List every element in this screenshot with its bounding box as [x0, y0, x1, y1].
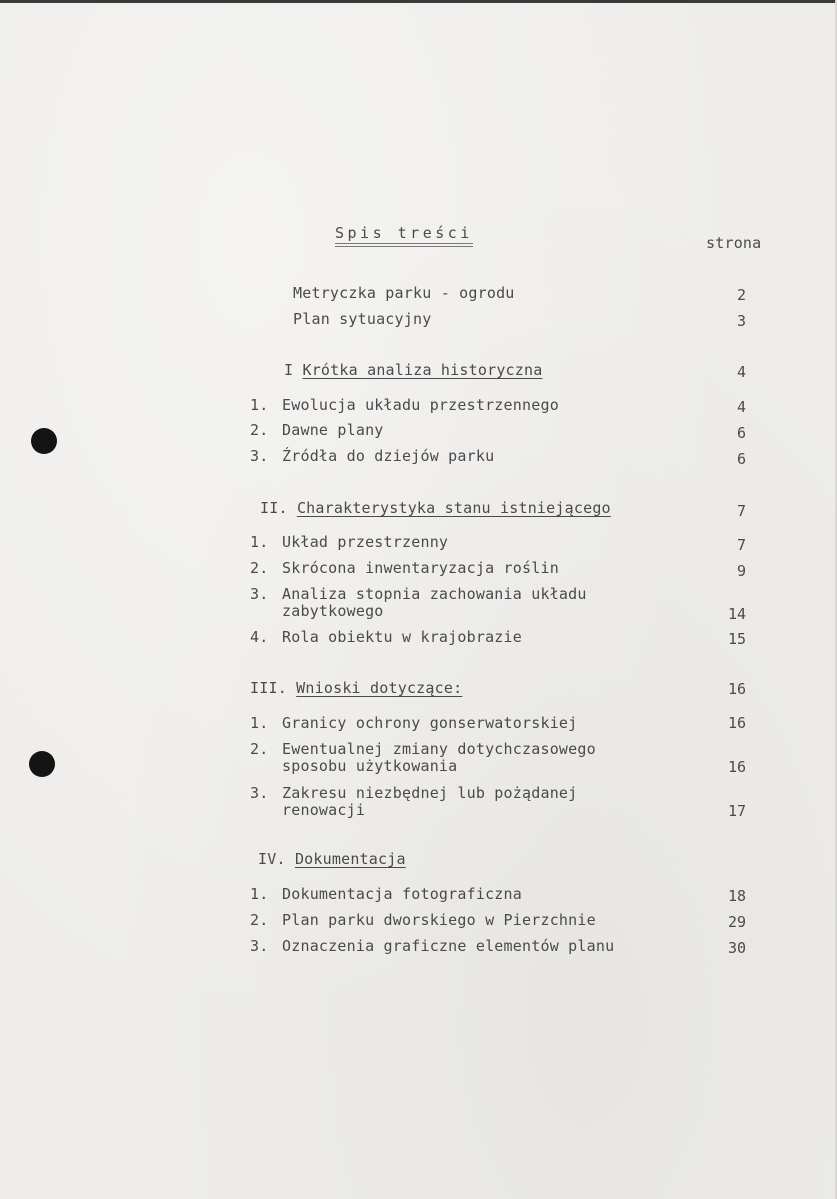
toc-item-number: 3. [250, 585, 269, 603]
toc-item-page: 4 [736, 398, 746, 416]
toc-entry-page: 3 [736, 312, 746, 330]
toc-item-text: Oznaczenia graficzne elementów planu [282, 937, 615, 955]
toc-item-text: Układ przestrzenny [282, 533, 449, 551]
section-title: Charakterystyka stanu istniejącego [296, 499, 611, 517]
toc-item-number: 3. [250, 447, 269, 465]
toc-item-text: Ewentualnej zmiany dotychczasowego [282, 740, 596, 758]
toc-entry-page: 2 [736, 286, 746, 304]
toc-item-page: 7 [736, 536, 746, 554]
section-title: Krótka analiza historyczna [302, 361, 543, 379]
toc-item-page: 15 [727, 630, 746, 648]
toc-item-page: 18 [727, 887, 746, 905]
toc-item-text: Dawne plany [282, 421, 384, 439]
toc-item-page: 16 [727, 714, 746, 732]
toc-item-number: 2. [250, 740, 269, 758]
section-numeral: I [284, 361, 294, 379]
section-heading [284, 361, 542, 379]
toc-item-text: Rola obiektu w krajobrazie [282, 628, 522, 646]
toc-item-text: Ewolucja układu przestrzennego [282, 396, 559, 414]
toc-item-page: 30 [727, 939, 746, 957]
section-page: 7 [736, 502, 746, 520]
toc-entry-text: Metryczka parku - ogrodu [293, 284, 515, 302]
section-numeral: IV. [258, 850, 286, 868]
page-column-header: strona [706, 234, 762, 252]
section-heading [258, 850, 406, 868]
section-title: Wnioski dotyczące: [296, 679, 463, 697]
toc-item-number: 2. [250, 421, 269, 439]
toc-entry-text: Plan sytuacyjny [293, 310, 432, 328]
toc-item-text-continued: sposobu użytkowania [282, 757, 458, 775]
toc-item-page: 29 [727, 913, 746, 931]
top-edge [0, 0, 837, 3]
toc-item-page: 16 [727, 758, 746, 776]
toc-item-page: 9 [736, 562, 746, 580]
section-title: Dokumentacja [294, 850, 406, 868]
toc-item-number: 3. [250, 937, 269, 955]
section-page: 4 [736, 363, 746, 381]
toc-item-number: 2. [250, 911, 269, 929]
toc-item-number: 1. [250, 714, 269, 732]
toc-item-text-continued: zabytkowego [282, 602, 384, 620]
toc-item-text: Skrócona inwentaryzacja roślin [282, 559, 559, 577]
section-heading [260, 499, 611, 517]
toc-item-page: 6 [736, 450, 746, 468]
section-numeral: III. [250, 679, 287, 697]
toc-item-number: 4. [250, 628, 269, 646]
toc-item-text: Źródła do dziejów parku [282, 447, 495, 465]
toc-title: Spis treści [335, 224, 473, 247]
section-heading [250, 679, 462, 697]
toc-item-text: Granicy ochrony gonserwatorskiej [282, 714, 578, 732]
toc-item-text: Analiza stopnia zachowania układu [282, 585, 587, 603]
toc-item-text: Dokumentacja fotograficzna [282, 885, 522, 903]
toc-item-text: Zakresu niezbędnej lub pożądanej [282, 784, 578, 802]
toc-item-number: 1. [250, 885, 269, 903]
toc-item-page: 14 [727, 605, 746, 623]
toc-item-page: 6 [736, 424, 746, 442]
toc-item-text: Plan parku dworskiego w Pierzchnie [282, 911, 596, 929]
toc-item-text-continued: renowacji [282, 801, 366, 819]
toc-item-number: 1. [250, 533, 269, 551]
section-page: 16 [727, 680, 746, 698]
punch-hole-upper [31, 428, 57, 454]
toc-item-number: 2. [250, 559, 269, 577]
toc-item-number: 1. [250, 396, 269, 414]
section-numeral: II. [260, 499, 288, 517]
punch-hole-lower [29, 751, 55, 777]
toc-item-number: 3. [250, 784, 269, 802]
toc-item-page: 17 [727, 802, 746, 820]
